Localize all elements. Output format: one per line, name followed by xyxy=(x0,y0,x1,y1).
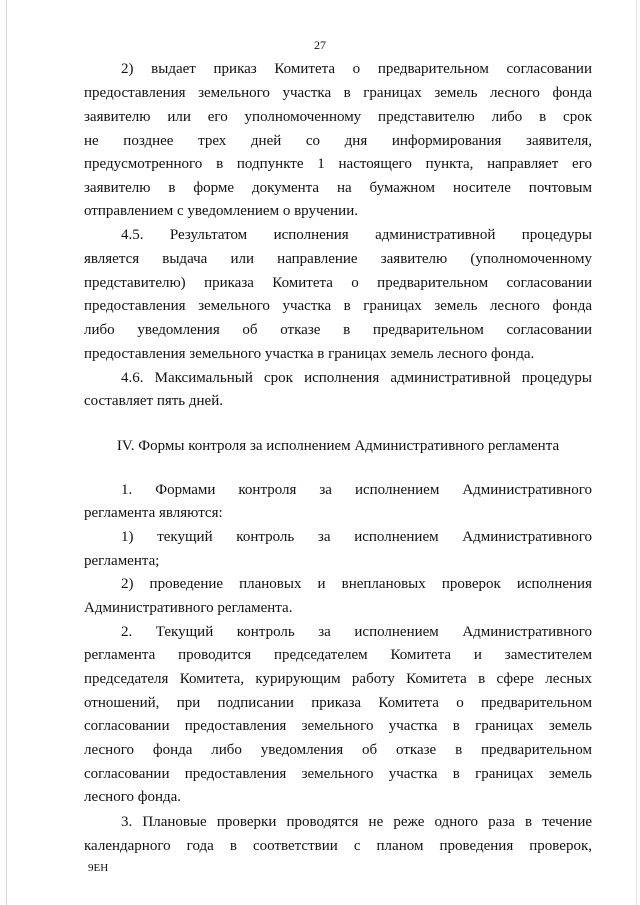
text-line: предусмотренного в подпункте 1 настоящего пункта, направляет его xyxy=(84,156,592,172)
text-line: регламента проводится председателем Комитета и заместителем xyxy=(84,647,592,663)
text-line: предоставления земельного участка в границах земель лесного фонда. xyxy=(84,346,535,362)
text-line: 1) текущий контроль за исполнением Административного xyxy=(121,529,592,545)
text-line: предоставления земельного участка в границах земель лесного фонда xyxy=(84,298,592,314)
text-line: лесного фонда. xyxy=(84,789,182,805)
text-line: заявителю или его уполномоченному представителю либо в срок xyxy=(84,109,592,125)
section-heading: IV. Формы контроля за исполнением Административного регламента xyxy=(116,438,560,454)
footer-code: 9ЕН xyxy=(88,862,109,874)
text-line: календарного года в соответствии с планом проведения проверок, xyxy=(84,838,592,854)
text-line: либо уведомления об отказе в предварительном согласовании xyxy=(84,322,592,338)
text-line: 1. Формами контроля за исполнением Административного xyxy=(121,482,592,498)
text-line: является выдача или направление заявителю (уполномоченному xyxy=(84,251,592,267)
text-line: отношений, при подписании приказа Комитета о предварительном xyxy=(84,695,592,711)
text-line: регламента являются: xyxy=(84,505,223,521)
scan-edge-left xyxy=(6,0,7,905)
text-line: регламента; xyxy=(84,553,160,569)
text-line: не позднее трех дней со дня информирования заявителя, xyxy=(84,133,592,149)
text-line: представителю) приказа Комитета о предварительном согласовании xyxy=(84,275,592,291)
page-number: 27 xyxy=(314,38,326,52)
text-line: 2. Текущий контроль за исполнением Административного xyxy=(121,624,592,640)
text-line: 3. Плановые проверки проводятся не реже одного раза в течение xyxy=(121,814,592,830)
text-line: согласовании предоставления земельного участка в границах земель xyxy=(84,766,592,782)
text-line: председателя Комитета, курирующим работу Комитета в сфере лесных xyxy=(84,671,592,687)
text-line: 2) проведение плановых и внеплановых проверок исполнения xyxy=(121,576,592,592)
text-line: заявителю в форме документа на бумажном носителе почтовым xyxy=(84,180,592,196)
text-line: предоставления земельного участка в границах земель лесного фонда xyxy=(84,85,592,101)
text-line: лесного фонда либо уведомления об отказе в предварительном xyxy=(84,742,592,758)
text-line: составляет пять дней. xyxy=(84,393,223,409)
text-line: отправлением с уведомлением о вручении. xyxy=(84,203,358,219)
text-line: согласовании предоставления земельного участка в границах земель xyxy=(84,718,592,734)
text-line: 4.5. Результатом исполнения административной процедуры xyxy=(121,227,592,243)
text-line: 2) выдает приказ Комитета о предварительном согласовании xyxy=(121,61,592,77)
text-line: Административного регламента. xyxy=(84,600,293,616)
text-line: 4.6. Максимальный срок исполнения административной процедуры xyxy=(121,370,592,386)
scan-edge-right xyxy=(636,0,637,905)
